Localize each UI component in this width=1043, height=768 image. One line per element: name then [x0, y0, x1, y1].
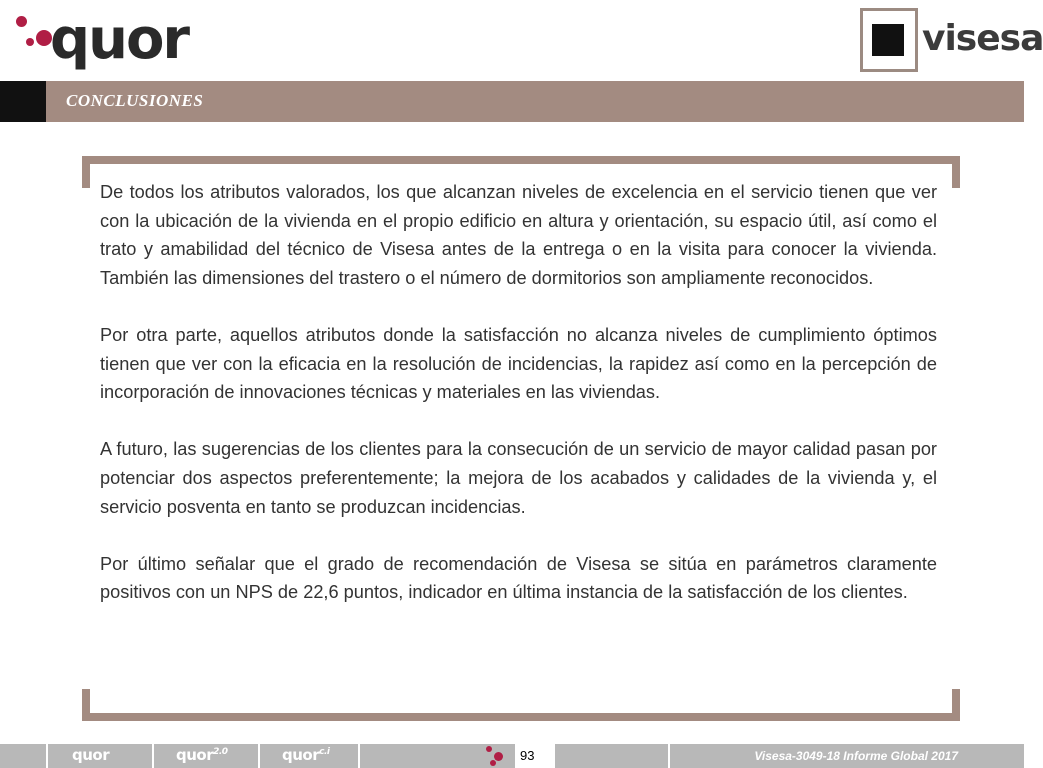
paragraph: Por último señalar que el grado de recomendación de Visesa se sitúa en parámetros claramente positivos con un NPS de 22,6 puntos, indicador en última instancia de la satisfacción de los clientes.	[100, 553, 937, 603]
section-bar	[0, 81, 1024, 122]
footer-brand-quor-ci	[282, 746, 329, 764]
footer-brand-quor-2	[176, 746, 228, 764]
quor-logo	[14, 7, 204, 72]
footer-brand-suffix: 2.0	[213, 747, 228, 757]
footer-brand-label: quor	[282, 746, 320, 764]
footer-brand-quor	[72, 746, 109, 764]
quor-dots-icon	[14, 12, 54, 52]
conclusions-text	[100, 178, 937, 636]
footer	[0, 744, 1024, 768]
footer-brand-label: quor	[72, 746, 110, 764]
section-bar-marker	[0, 81, 46, 122]
footer-divider	[358, 744, 360, 768]
footer-brand-suffix: c.i	[319, 747, 330, 757]
visesa-square-icon	[872, 24, 904, 56]
visesa-logo	[860, 8, 1043, 74]
section-title: CONCLUSIONES	[66, 91, 204, 110]
footer-divider	[152, 744, 154, 768]
quor-logo-text: quor	[50, 7, 189, 72]
footer-divider	[668, 744, 670, 768]
paragraph: De todos los atributos valorados, los que alcanzan niveles de excelencia en el servicio tienen que ver con la ubicación de la vivienda en el propio edificio en altura y orientación, su espacio útil, así como el trato y amabilidad del técnico de Visesa antes de la entrega o en la visita para conocer la vivienda. También las dimensiones del trastero o el número de dormitorios son ampliamente reconocidos.	[100, 182, 937, 288]
footer-divider	[46, 744, 48, 768]
paragraph: Por otra parte, aquellos atributos donde la satisfacción no alcanza niveles de cumplimiento óptimos tienen que ver con la eficacia en la resolución de incidencias, la rapidez así como en la percepción de incorporación de innovaciones técnicas y materiales en las viviendas.	[100, 324, 937, 403]
document-reference: Visesa-3049-18 Informe Global 2017	[754, 749, 958, 763]
paragraph: A futuro, las sugerencias de los clientes para la consecución de un servicio de mayor calidad pasan por potenciar dos aspectos preferentemente; la mejora de los acabados y calidades de la vivienda y, el servicio posventa en tanto se produzcan incidencias.	[100, 439, 937, 517]
visesa-logo-text: visesa	[922, 18, 1043, 59]
footer-dots-icon	[484, 744, 508, 768]
page-number: 93	[520, 748, 535, 763]
content-frame-bottom	[82, 689, 960, 721]
footer-brand-label: quor	[176, 746, 214, 764]
footer-divider	[258, 744, 260, 768]
